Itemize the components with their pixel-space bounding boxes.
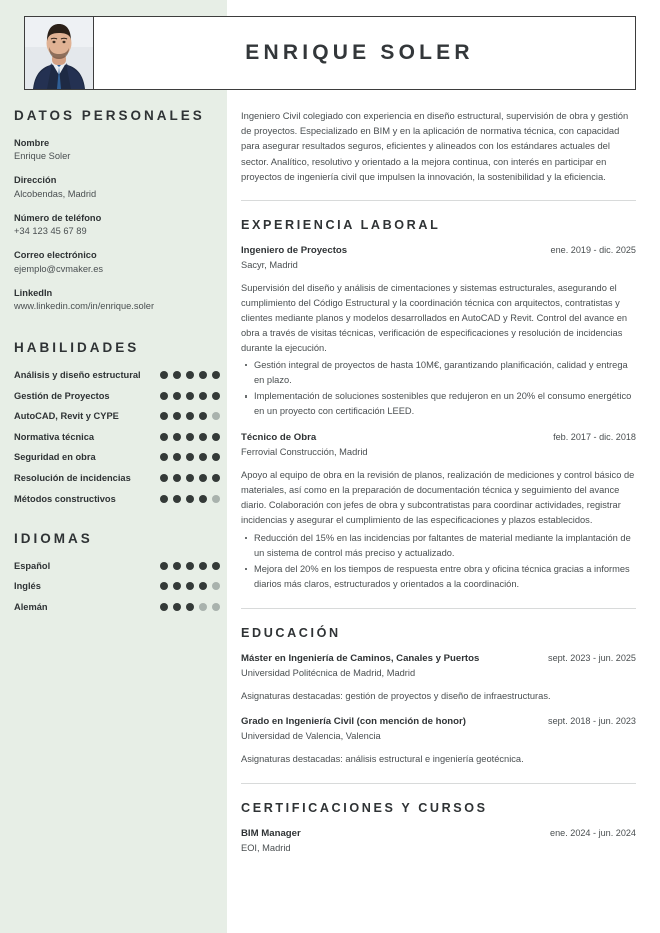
skill-rating-dots	[160, 433, 220, 441]
skill-rating-dots	[160, 495, 220, 503]
section-heading-experience: EXPERIENCIA LABORAL	[241, 218, 441, 233]
language-label: Alemán	[14, 601, 48, 612]
skill-label: Métodos constructivos	[14, 493, 116, 504]
education-entry	[241, 653, 636, 704]
rating-dot-empty	[199, 603, 207, 611]
rating-dot	[186, 412, 194, 420]
skill-label: AutoCAD, Revit y CYPE	[14, 411, 119, 422]
rating-dot	[173, 474, 181, 482]
rating-dot	[199, 474, 207, 482]
rating-dot	[173, 412, 181, 420]
professional-summary: Ingeniero Civil colegiado con experiencia en diseño estructural, supervisión de obra y gestión de proyectos. Especializado en BIM y en la aplicación de normativa técnica, con capacidad para asegurar resultados seguros, eficientes y alineados con los estándares actuales del sector. Analítico, resolutivo y orientado a la mejora continua, con interés en participar en proyectos de ingeniería civil que impulsen la innovación, la sostenibilidad y la eficiencia.	[241, 110, 629, 182]
rating-dot	[199, 412, 207, 420]
rating-dot	[186, 603, 194, 611]
rating-dot	[173, 582, 181, 590]
degree-note: Asignaturas destacadas: análisis estructural e ingeniería geotécnica.	[241, 754, 524, 765]
degree-date: sept. 2018 - jun. 2023	[548, 716, 636, 727]
contact-value-linkedin[interactable]: www.linkedin.com/in/enrique.soler	[14, 301, 155, 312]
experience-entry	[241, 245, 636, 419]
rating-dot	[199, 392, 207, 400]
contact-field-direccion	[14, 174, 220, 201]
rating-dot	[160, 582, 168, 590]
section-divider	[241, 783, 636, 784]
achievement-item: Mejora del 20% en los tiempos de respuesta entre obra y oficina técnica gracias a informes diarios más claros, estructurados y orientados a la coordinación.	[254, 562, 636, 592]
main-content	[241, 108, 636, 869]
rating-dot-empty	[212, 412, 220, 420]
contact-field-linkedin	[14, 287, 220, 314]
contact-label: Nombre	[14, 138, 50, 148]
contact-field-telefono	[14, 212, 220, 239]
contact-label: Dirección	[14, 175, 57, 186]
rating-dot	[160, 433, 168, 441]
skill-row	[14, 493, 220, 505]
cv-header	[24, 16, 636, 90]
rating-dot	[186, 371, 194, 379]
entry-header	[241, 432, 636, 445]
rating-dot	[212, 433, 220, 441]
section-divider	[241, 200, 636, 201]
job-date: ene. 2019 - dic. 2025	[550, 245, 636, 256]
skill-label: Resolución de incidencias	[14, 472, 131, 483]
section-divider	[241, 608, 636, 609]
degree-title: Grado en Ingeniería Civil (con mención de honor)	[241, 716, 466, 728]
contact-value: Alcobendas, Madrid	[14, 188, 97, 199]
rating-dot	[186, 562, 194, 570]
rating-dot	[212, 453, 220, 461]
rating-dot	[186, 433, 194, 441]
rating-dot	[212, 392, 220, 400]
language-row	[14, 560, 220, 572]
skill-label: Normativa técnica	[14, 431, 95, 442]
contact-value: +34 123 45 67 89	[14, 226, 87, 237]
degree-institution: Universidad Politécnica de Madrid, Madrid	[241, 667, 416, 678]
section-heading-certifications: CERTIFICACIONES Y CURSOS	[241, 801, 488, 816]
language-row	[14, 580, 220, 592]
rating-dot	[173, 603, 181, 611]
rating-dot	[160, 453, 168, 461]
skill-row	[14, 451, 220, 463]
rating-dot	[199, 562, 207, 570]
contact-value-email[interactable]: ejemplo@cvmaker.es	[14, 263, 104, 274]
skill-rating-dots	[160, 371, 220, 379]
rating-dot-empty	[212, 582, 220, 590]
contact-field-email	[14, 249, 220, 276]
rating-dot	[186, 474, 194, 482]
section-heading-education: EDUCACIÓN	[241, 625, 341, 640]
achievement-item: Reducción del 15% en las incidencias por faltantes de material mediante la implantación de un sistema de control más preciso y actualizado.	[254, 531, 636, 561]
rating-dot	[173, 453, 181, 461]
job-description: Apoyo al equipo de obra en la revisión de planos, realización de mediciones y control básico de materiales, así como en la preparación de documentación técnica y seguimiento del avance diario. Colaboración con jefes de obra y subcontratistas para coordinar actividades, registrar incidencias y asegurar el cumplimiento de las especificaciones y plazos establecidos.	[241, 470, 635, 526]
rating-dot	[199, 453, 207, 461]
certification-institution: EOI, Madrid	[241, 843, 291, 854]
rating-dot	[160, 474, 168, 482]
section-heading-personal-data: DATOS PERSONALES	[14, 108, 205, 123]
entry-header	[241, 245, 636, 258]
language-rating-dots	[160, 582, 220, 590]
language-label: Español	[14, 560, 51, 571]
skill-row	[14, 410, 220, 422]
skill-rating-dots	[160, 453, 220, 461]
certification-date: ene. 2024 - jun. 2024	[550, 828, 636, 839]
rating-dot	[199, 433, 207, 441]
rating-dot	[186, 582, 194, 590]
section-heading-languages: IDIOMAS	[14, 530, 93, 546]
page-title: ENRIQUE SOLER	[245, 41, 474, 64]
degree-note: Asignaturas destacadas: gestión de proyectos y diseño de infraestructuras.	[241, 690, 551, 701]
degree-institution: Universidad de Valencia, Valencia	[241, 731, 381, 742]
contact-field-nombre	[14, 137, 220, 164]
language-label: Inglés	[14, 581, 41, 592]
degree-date: sept. 2023 - jun. 2025	[548, 652, 636, 663]
rating-dot	[199, 582, 207, 590]
rating-dot	[212, 371, 220, 379]
skill-rating-dots	[160, 474, 220, 482]
certification-title: BIM Manager	[241, 828, 301, 840]
contact-label: Correo electrónico	[14, 250, 97, 261]
rating-dot	[160, 392, 168, 400]
job-achievements	[241, 358, 636, 419]
header-name-container	[94, 17, 635, 89]
rating-dot	[160, 412, 168, 420]
skill-rating-dots	[160, 412, 220, 420]
rating-dot-empty	[212, 495, 220, 503]
rating-dot	[186, 392, 194, 400]
rating-dot	[173, 371, 181, 379]
job-description: Supervisión del diseño y análisis de cimentaciones y sistemas estructurales, asegurando el cumplimiento del Código Estructural y la coordinación técnica con arquitectos, contratistas y clientes mediante planos y modelos desarrollados en AutoCAD y Revit. Control del avance en obra a través de visitas técnicas, verificación de especificaciones y resolución de incidencias durante la ejecución.	[241, 283, 628, 354]
profile-photo	[25, 17, 94, 89]
skill-row	[14, 369, 220, 381]
language-row	[14, 601, 220, 613]
achievement-item: Implementación de soluciones sostenibles que redujeron en un 20% el consumo energético en un proyecto con certificación LEED.	[254, 389, 636, 419]
rating-dot	[186, 495, 194, 503]
skill-label: Gestión de Proyectos	[14, 390, 110, 401]
contact-label: Número de teléfono	[14, 212, 102, 223]
job-employer: Sacyr, Madrid	[241, 260, 298, 271]
job-date: feb. 2017 - dic. 2018	[553, 432, 636, 443]
job-achievements	[241, 531, 636, 592]
profile-photo-illustration	[25, 17, 93, 89]
certification-entry	[241, 828, 636, 856]
skill-label: Seguridad en obra	[14, 452, 96, 463]
section-heading-skills: HABILIDADES	[14, 340, 140, 356]
rating-dot	[160, 495, 168, 503]
contact-value: Enrique Soler	[14, 151, 71, 162]
rating-dot	[212, 562, 220, 570]
rating-dot	[173, 392, 181, 400]
education-entry	[241, 716, 636, 767]
language-rating-dots	[160, 562, 220, 570]
rating-dot	[212, 474, 220, 482]
achievement-item: Gestión integral de proyectos de hasta 10M€, garantizando planificación, calidad y entrega en plazo.	[254, 358, 636, 388]
experience-entry	[241, 432, 636, 591]
rating-dot	[199, 371, 207, 379]
skill-rating-dots	[160, 392, 220, 400]
rating-dot	[199, 495, 207, 503]
job-title: Ingeniero de Proyectos	[241, 245, 348, 257]
skill-row	[14, 472, 220, 484]
entry-header	[241, 653, 636, 666]
entry-header	[241, 828, 636, 841]
rating-dot	[160, 371, 168, 379]
rating-dot	[160, 603, 168, 611]
rating-dot	[186, 453, 194, 461]
skill-row	[14, 390, 220, 402]
rating-dot	[160, 562, 168, 570]
degree-title: Máster en Ingeniería de Caminos, Canales y Puertos	[241, 652, 480, 664]
language-rating-dots	[160, 603, 220, 611]
job-employer: Ferrovial Construcción, Madrid	[241, 447, 368, 458]
rating-dot-empty	[212, 603, 220, 611]
contact-label: LinkedIn	[14, 287, 53, 298]
entry-header	[241, 716, 636, 729]
rating-dot	[173, 562, 181, 570]
skill-row	[14, 431, 220, 443]
sidebar	[14, 108, 220, 621]
rating-dot	[173, 433, 181, 441]
skill-label: Análisis y diseño estructural	[14, 370, 141, 381]
job-title: Técnico de Obra	[241, 432, 317, 444]
rating-dot	[173, 495, 181, 503]
